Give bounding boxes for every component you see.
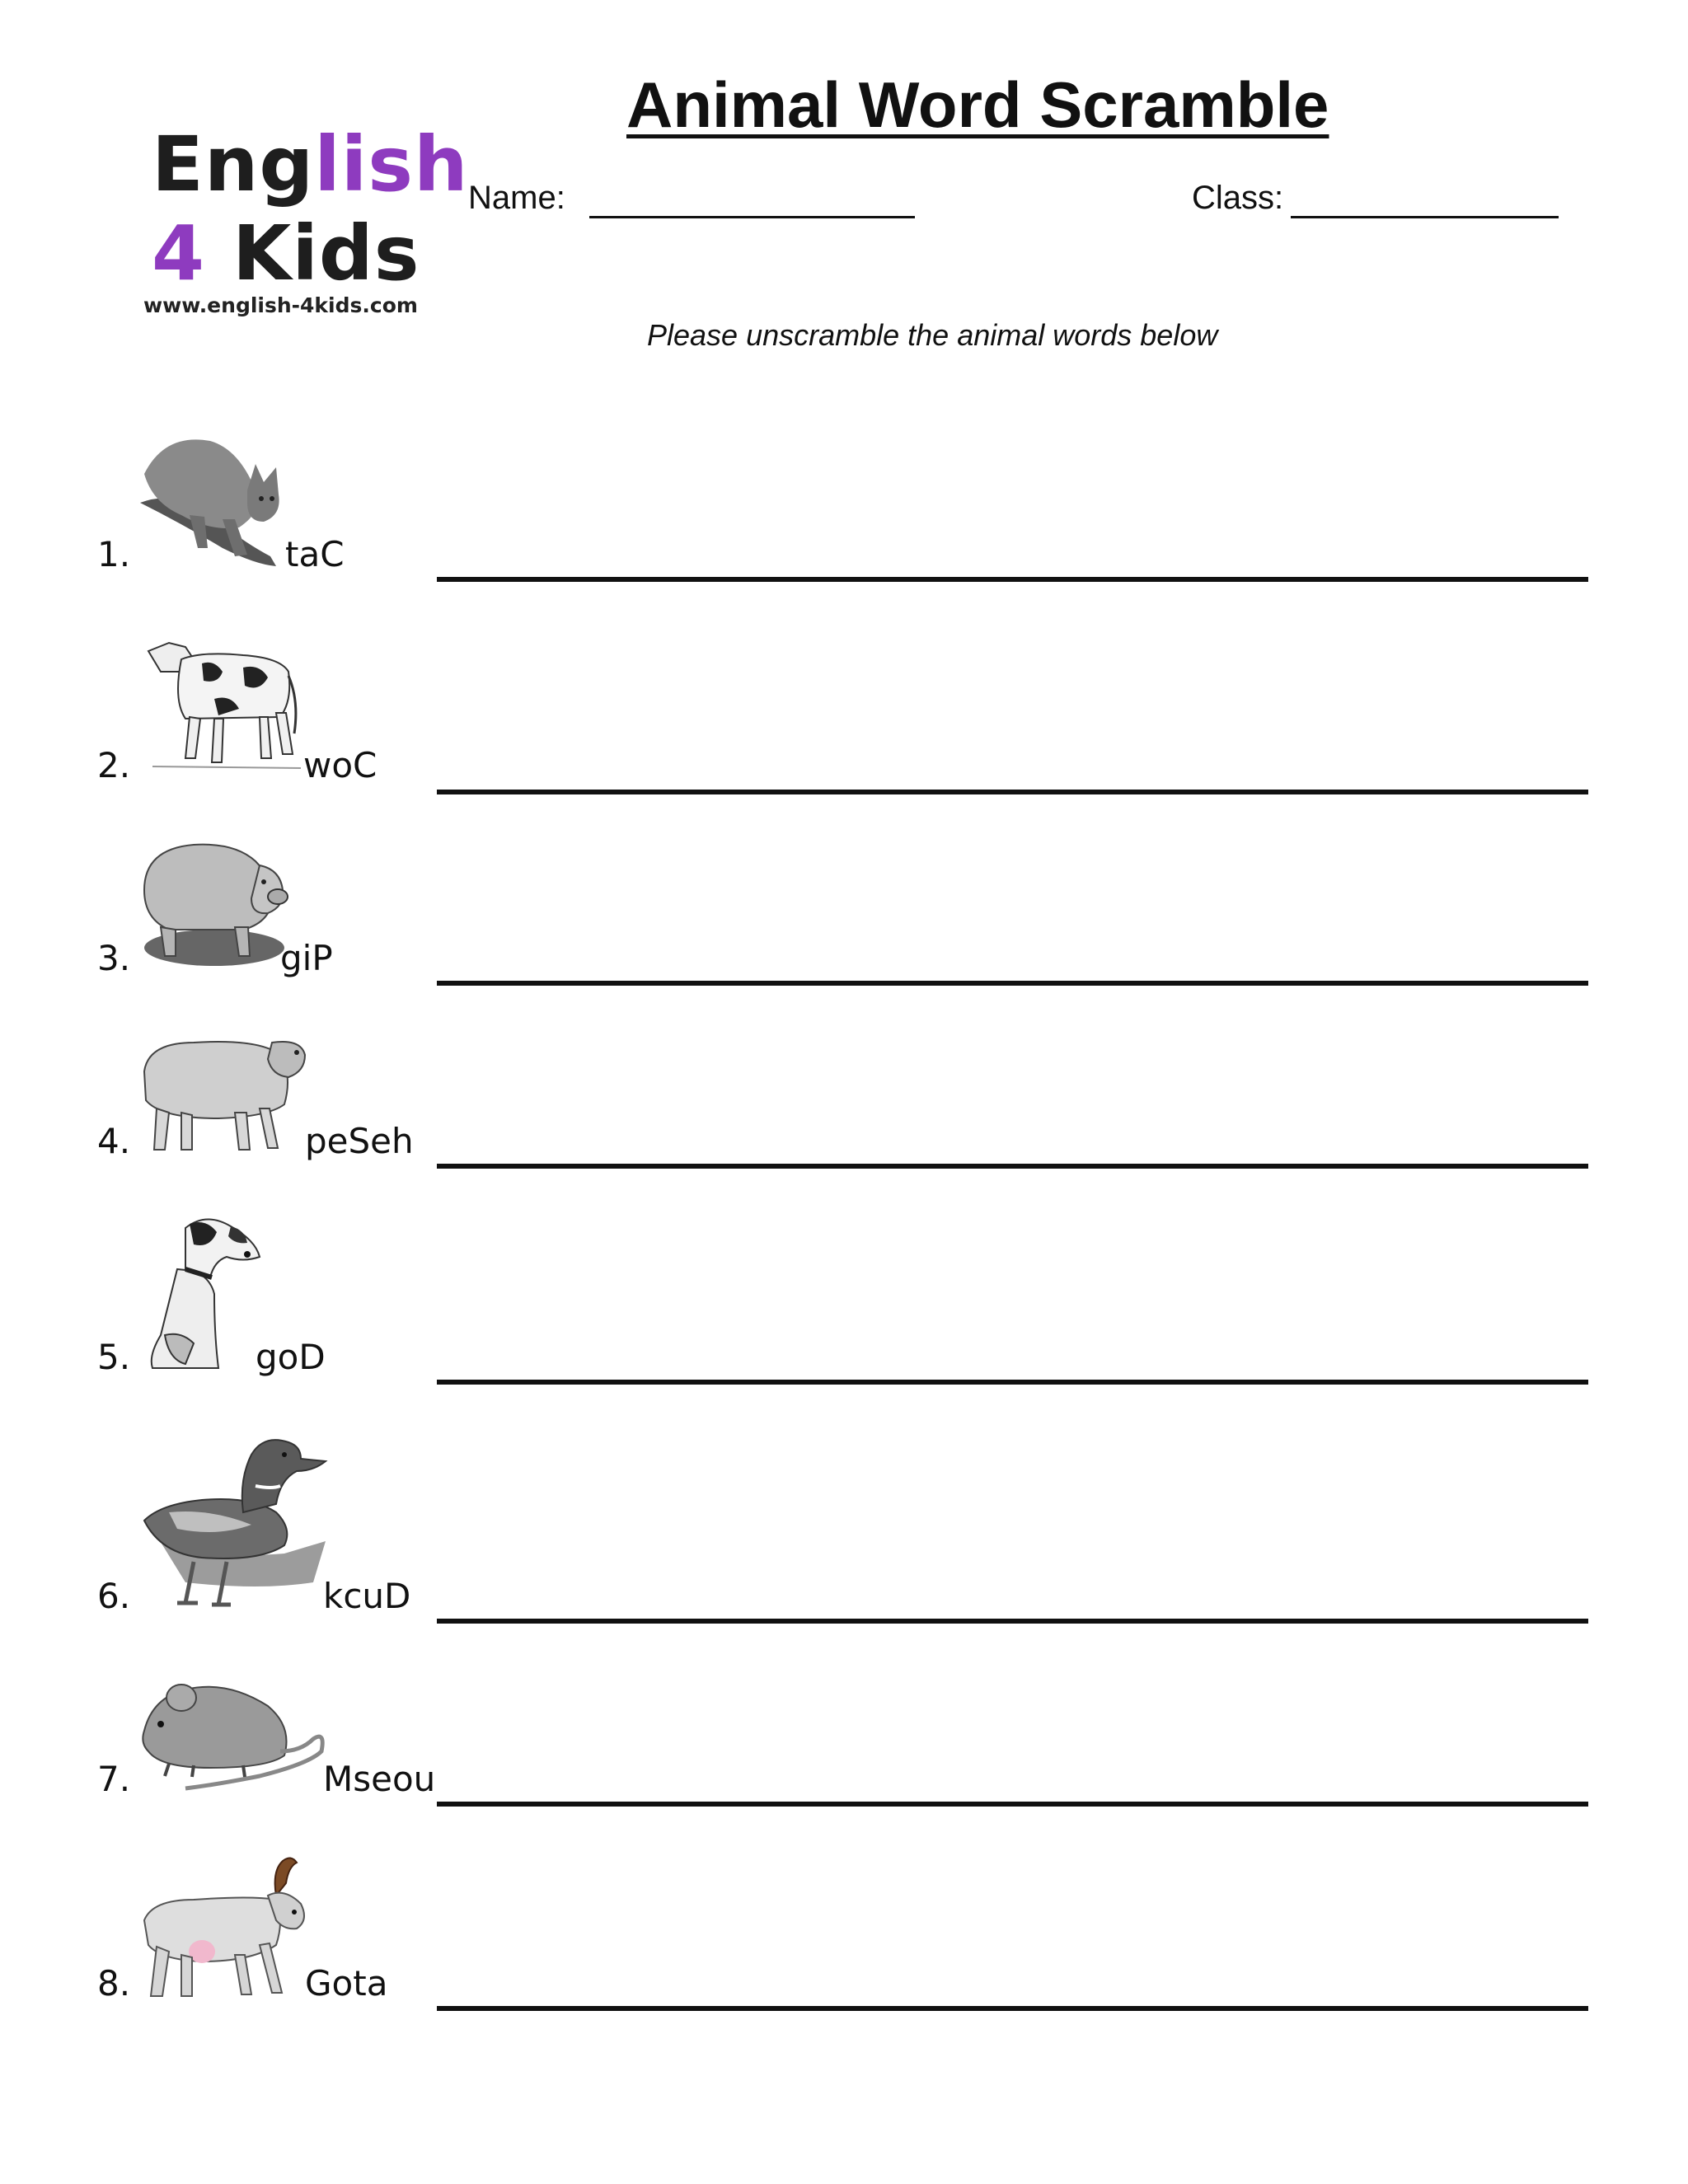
scrambled-word: goD [256,1337,326,1377]
item-number: 5. [97,1337,131,1377]
scrambled-word: woC [303,745,377,785]
page-title: Animal Word Scramble [626,68,1329,141]
item-number: 1. [97,534,131,574]
scrambled-word: giP [280,938,333,978]
item-number: 3. [97,938,131,978]
answer-line[interactable] [437,1164,1588,1169]
item-number: 4. [97,1121,131,1161]
class-label: Class: [1192,180,1284,216]
dog-icon [136,1212,268,1372]
answer-line[interactable] [437,981,1588,986]
answer-line[interactable] [437,1380,1588,1385]
english-4-kids-logo [140,115,469,330]
name-field[interactable] [589,216,915,218]
answer-line[interactable] [437,577,1588,582]
scrambled-word: peSeh [305,1121,414,1161]
item-number: 2. [97,745,131,785]
answer-line[interactable] [437,1619,1588,1624]
mouse-icon [136,1673,326,1797]
logo-text-lish: lish [314,120,469,209]
duck-icon [136,1430,330,1611]
item-number: 6. [97,1576,131,1616]
logo-text-eng: Eng [152,120,315,209]
cat-icon [132,424,297,569]
cow-icon [136,626,313,775]
logo-text-4: 4 [152,209,206,298]
scrambled-word: kcuD [323,1576,411,1616]
item-number: 7. [97,1759,131,1799]
item-number: 8. [97,1963,131,2004]
scrambled-word: taC [285,534,345,574]
instructions-text: Please unscramble the animal words below [647,318,1218,352]
sheep-icon [136,1026,309,1158]
name-label: Name: [468,180,565,216]
logo-url: www.english-4kids.com [143,293,418,317]
answer-line[interactable] [437,1802,1588,1807]
goat-icon [136,1854,309,2003]
class-field[interactable] [1291,216,1559,218]
answer-line[interactable] [437,2006,1588,2011]
answer-line[interactable] [437,790,1588,794]
scrambled-word: Mseou [323,1759,436,1799]
pig-icon [136,832,293,968]
scrambled-word: Gota [305,1963,388,2004]
logo-text-kids: Kids [232,209,420,298]
